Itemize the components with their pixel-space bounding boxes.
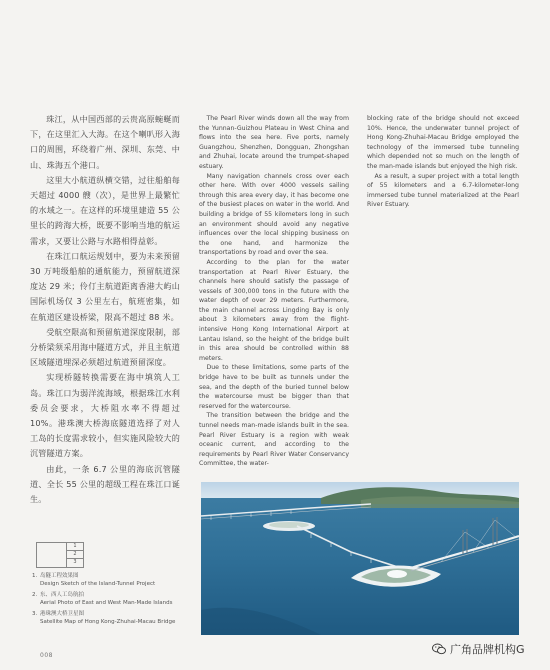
english-paragraph-3: According to the plan for the water transportation at Pearl River Estuary, the channels here should satisfy the passage of vessels of 300,000 tons in the future with the water depth of over 29 meters. Furthermore, the main channel across Lingding Bay is only about 3 kilometers away from the flight-intensive Hong Kong International Airport at Lantau Island, so the height of the bridge built in this area should be controlled within 88 meters. [199, 258, 349, 362]
caption-2-chinese: 东、西人工岛航拍 [40, 592, 85, 598]
caption-3-english: Satellite Map of Hong Kong-Zhuhai-Macau Bridge [40, 619, 176, 625]
caption-1-number: 1. [32, 573, 38, 579]
english-text-column-1 [199, 114, 349, 469]
caption-3-chinese: 港珠澳大桥卫星图 [40, 611, 85, 617]
watermark [432, 641, 525, 657]
watermark-text: 广角品牌机构G [450, 643, 525, 656]
page-number: 008 [40, 652, 53, 659]
english-paragraph-6: blocking rate of the bridge should not exceed 10%. Hence, the underwater tunnel project of Hong Kong-Zhuhai-Macau Bridge employed the technology of the immersed tube tunneling which depended not so much on the length of the man-made islands but enjoyed the high risk. [367, 115, 519, 170]
english-paragraph-7: As a result, a super project with a total length of 55 kilometers and a 6.7-kilometer-long immersed tube tunnel materialized at the Pearl River Estuary. [367, 172, 519, 209]
chinese-paragraph-4: 受航空限高和预留航道深度限制，部分桥梁须采用海中隧道方式，并且主航道区域隧道埋深必须超过航道预留深度。 [30, 326, 180, 368]
caption-2 [32, 591, 200, 607]
chinese-paragraph-5: 实现桥隧转换需要在海中填筑人工岛。珠江口为弱洋流海域，根据珠江水利委员会要求，大桥阻水率不得超过 10%。港珠澳大桥海底隧道选择了对人工岛的长度需求较小，但实施风险较大的沉管隧道方案。 [30, 372, 180, 459]
caption-3 [32, 610, 200, 626]
figure-key-cell-3: 3 [66, 558, 84, 568]
island-tunnel-illustration [201, 482, 519, 635]
figure-key-cell-2: 2 [66, 550, 84, 560]
chinese-paragraph-6: 由此，一条 6.7 公里的海底沉管隧道、全长 55 公里的超级工程在珠江口诞生。 [30, 463, 180, 505]
caption-1 [32, 572, 200, 588]
caption-2-english: Aerial Photo of East and West Man-Made Islands [40, 600, 173, 606]
chinese-paragraph-2: 这里大小航道纵横交错，过往船舶每天超过 4000 艘（次），是世界上最繁忙的水域之一。在这样的环境里建造 55 公里长的跨海大桥，既要不影响当地的航运需求，又要让公路与水路相得益彰。 [30, 174, 180, 246]
english-paragraph-2: Many navigation channels cross over each other here. With over 4000 vessels sailing through this area every day, it has become one of the busiest places on water in the world. And building a bridge of 55 kilometers long in such an environment should avoid any negative influences over the local shipping business on the one hand, and harmonize the transportations by road and over the sea. [199, 172, 349, 257]
figure-captions [32, 572, 200, 629]
caption-2-number: 2. [32, 592, 38, 598]
english-paragraph-1: The Pearl River winds down all the way from the Yunnan-Guizhou Plateau in West China and flows into the sea here. Five ports, namely Guangzhou, Shenzhen, Dongguan, Zhongshan and Zhuhai, locate around the trumpet-shaped estuary. [199, 115, 349, 170]
english-text-column-2 [367, 114, 519, 210]
caption-1-chinese: 岛隧工程效果图 [40, 573, 79, 579]
caption-3-number: 3. [32, 611, 38, 617]
caption-1-english: Design Sketch of the Island-Tunnel Project [40, 581, 156, 587]
wechat-icon [432, 643, 446, 655]
island-tunnel-photo [201, 482, 519, 635]
chinese-paragraph-3: 在珠江口航运规划中，要为未来预留 30 万吨级船舶的通航能力，预留航道深度达 29 米；伶仃主航道距离香港大屿山国际机场仅 3 公里左右，航班密集，如在航道区建设桥梁，限高不超过 88 米。 [30, 250, 180, 322]
figure-key-cell-1: 1 [66, 542, 84, 552]
english-paragraph-5: The transition between the bridge and the tunnel needs man-made islands built in the sea. Pearl River Estuary is a region with weak oceanic current, and according to the requirements by Pearl River Water Conservancy Committee, the water- [199, 412, 349, 468]
english-paragraph-4: Due to these limitations, some parts of the bridge have to be built as tunnels under the sea, and the depth of the buried tunnel below the watercourse must be bigger than that reserved for the watercourse. [199, 364, 349, 410]
chinese-paragraph-1: 珠江，从中国西部的云贵高原蜿蜒而下，在这里汇入大海。在这个喇叭形入海口的周围，环绕着广州、深圳、东莞、中山、珠海五个港口。 [30, 114, 180, 170]
chinese-text-column [30, 112, 180, 507]
